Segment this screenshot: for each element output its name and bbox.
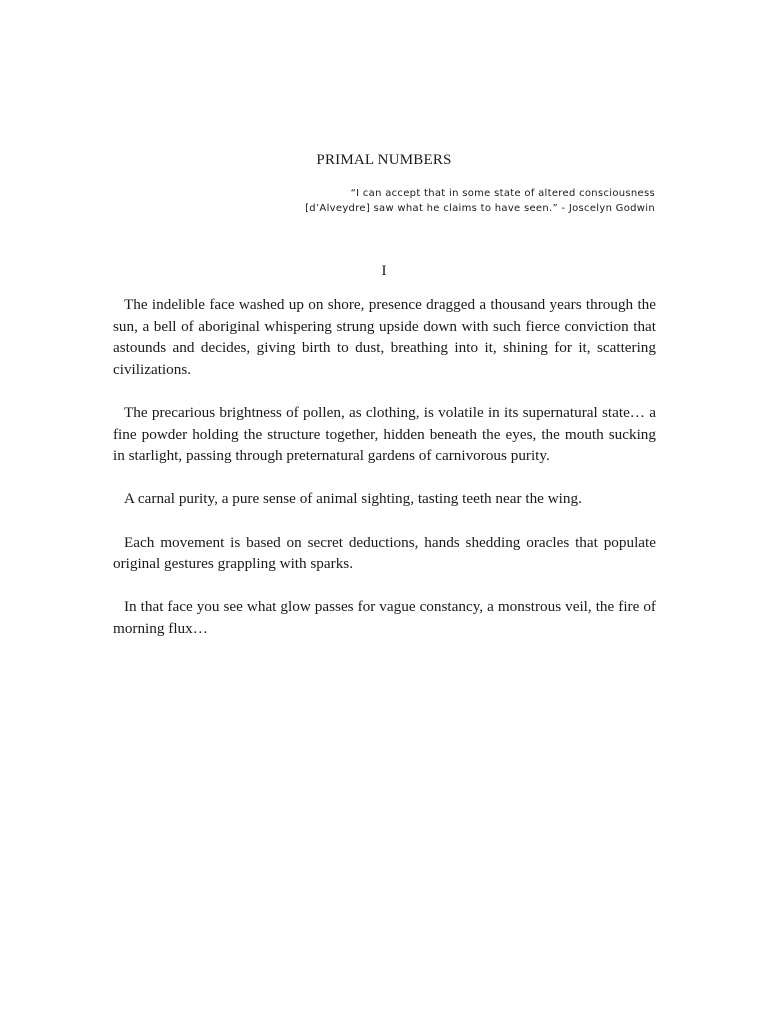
paragraph: A carnal purity, a pure sense of animal sighting, tasting teeth near the wing.	[124, 490, 582, 508]
paragraph: The indelible face washed up on shore, presence dragged a thousand years through the sun, a bell of aboriginal whispering strung upside down with such fierce conviction that astounds and decides, giving birth to dust, breathing into it, shining for it, scattering civilizations.	[113, 296, 656, 378]
paragraph: Each movement is based on secret deductions, hands shedding oracles that populate original gestures grappling with sparks.	[113, 533, 656, 573]
poem-body	[113, 294, 656, 661]
page-title: PRIMAL NUMBERS	[316, 152, 452, 168]
paragraph: The precarious brightness of pollen, as clothing, is volatile in its supernatural state… a fine powder holding the structure together, hidden beneath the eyes, the mouth sucking in starlight, passing through preternatural gardens of carnivorous purity.	[113, 403, 656, 465]
epigraph-line: “I can accept that in some state of altered consciousness	[350, 188, 655, 199]
epigraph-line: [d’Alveydre] saw what he claims to have seen.” - Joscelyn Godwin	[305, 203, 655, 214]
paragraph: In that face you see what glow passes for vague constancy, a monstrous veil, the fire of morning flux…	[113, 598, 656, 637]
epigraph	[135, 186, 655, 216]
section-numeral: I	[381, 263, 387, 279]
